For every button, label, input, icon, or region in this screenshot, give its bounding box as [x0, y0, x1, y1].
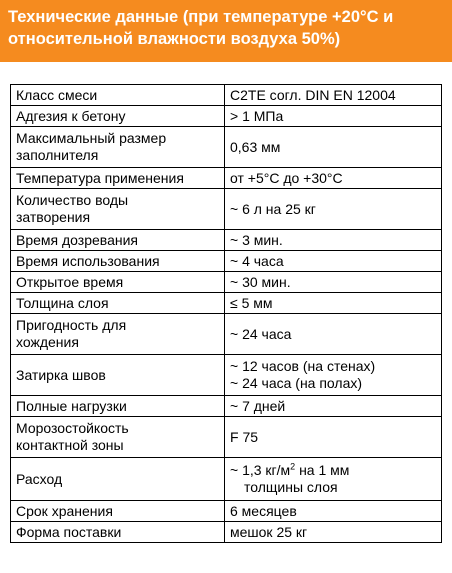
value-label: 0,63 мм: [230, 138, 281, 155]
table-row: [11, 522, 442, 543]
superscript: 2: [290, 461, 296, 472]
table-row: [11, 127, 442, 168]
param-name: [11, 314, 225, 355]
param-value: [225, 168, 442, 189]
param-name: [11, 458, 225, 501]
value-label: ≤ 5 мм: [230, 294, 273, 311]
param-value: [225, 293, 442, 314]
table-row: [11, 501, 442, 522]
param-name: [11, 251, 225, 272]
value-label: ~ 12 часов (на стенах): [230, 358, 376, 374]
param-label: Затирка швов: [16, 366, 106, 383]
technical-data-table: [10, 84, 442, 543]
value-label: ~ 24 часа (на полах): [230, 375, 363, 391]
table-row: [11, 189, 442, 230]
value-label: C2TE согл. DIN EN 12004: [230, 86, 396, 103]
param-value: [225, 501, 442, 522]
param-label: Расход: [16, 470, 63, 487]
param-label: Полные нагрузки: [16, 397, 127, 414]
param-label: Толщина слоя: [16, 294, 109, 311]
param-label: Морозостойкость: [16, 420, 129, 436]
param-name: [11, 396, 225, 417]
param-label: Время использования: [16, 252, 160, 269]
table-row: [11, 293, 442, 314]
param-value: [225, 189, 442, 230]
table-row: [11, 106, 442, 127]
table-row: [11, 396, 442, 417]
param-label: заполнителя: [16, 147, 99, 163]
param-name: [11, 355, 225, 396]
param-label: Максимальный размер: [16, 130, 167, 146]
table-row: [11, 355, 442, 396]
param-label: Время дозревания: [16, 231, 138, 248]
value-label: ~ 6 л на 25 кг: [230, 200, 316, 217]
param-label: контактной зоны: [16, 437, 124, 453]
value-label: 6 месяцев: [230, 502, 297, 519]
param-label: Срок хранения: [16, 502, 113, 519]
value-label: ~ 4 часа: [230, 252, 284, 269]
param-value: [225, 251, 442, 272]
table-row: [11, 251, 442, 272]
param-label: Температура применения: [16, 169, 184, 186]
header-line-1: Технические данные (при температуре +20°С и: [8, 8, 394, 26]
param-name: [11, 85, 225, 106]
param-name: [11, 106, 225, 127]
param-label: Пригодность для: [16, 317, 127, 333]
param-label: Количество воды: [16, 192, 129, 208]
table-row: [11, 417, 442, 458]
param-name: [11, 501, 225, 522]
param-name: [11, 272, 225, 293]
param-value: [225, 85, 442, 106]
param-value: [225, 417, 442, 458]
param-value: [225, 230, 442, 251]
value-label: мешок 25 кг: [230, 523, 308, 540]
param-value: [225, 272, 442, 293]
param-value: [225, 127, 442, 168]
value-label: толщины слоя: [244, 479, 338, 495]
param-label: Форма поставки: [16, 523, 122, 540]
param-name: [11, 522, 225, 543]
param-value: [225, 458, 442, 501]
param-label: хождения: [16, 334, 79, 350]
section-header: [0, 0, 452, 62]
value-label: ~ 30 мин.: [230, 273, 291, 290]
param-name: [11, 230, 225, 251]
value-label: F 75: [230, 428, 259, 445]
param-label: Открытое время: [16, 273, 124, 290]
param-name: [11, 417, 225, 458]
param-label: Класс смеси: [16, 86, 98, 103]
param-value: [225, 522, 442, 543]
table-row: [11, 168, 442, 189]
value-label: от +5°С до +30°С: [230, 169, 343, 186]
table-row: [11, 272, 442, 293]
param-label: затворения: [16, 209, 91, 225]
value-text: ~ 1,3 кг/м: [230, 462, 291, 478]
value-label: > 1 МПа: [230, 107, 284, 124]
param-value: [225, 106, 442, 127]
param-name: [11, 189, 225, 230]
param-name: [11, 293, 225, 314]
header-line-2: относительной влажности воздуха 50%): [8, 30, 341, 48]
param-name: [11, 168, 225, 189]
param-value: [225, 396, 442, 417]
table-row: [11, 85, 442, 106]
table-row: [11, 230, 442, 251]
param-name: [11, 127, 225, 168]
value-label: ~ 24 часа: [230, 325, 292, 342]
value-text: на 1 мм: [295, 462, 350, 478]
table-row: [11, 458, 442, 501]
value-label: ~ 7 дней: [230, 397, 286, 414]
table-row: [11, 314, 442, 355]
param-label: Адгезия к бетону: [16, 107, 126, 124]
param-value: [225, 314, 442, 355]
value-label: [230, 462, 436, 479]
value-label: ~ 3 мин.: [230, 231, 283, 248]
param-value: [225, 355, 442, 396]
